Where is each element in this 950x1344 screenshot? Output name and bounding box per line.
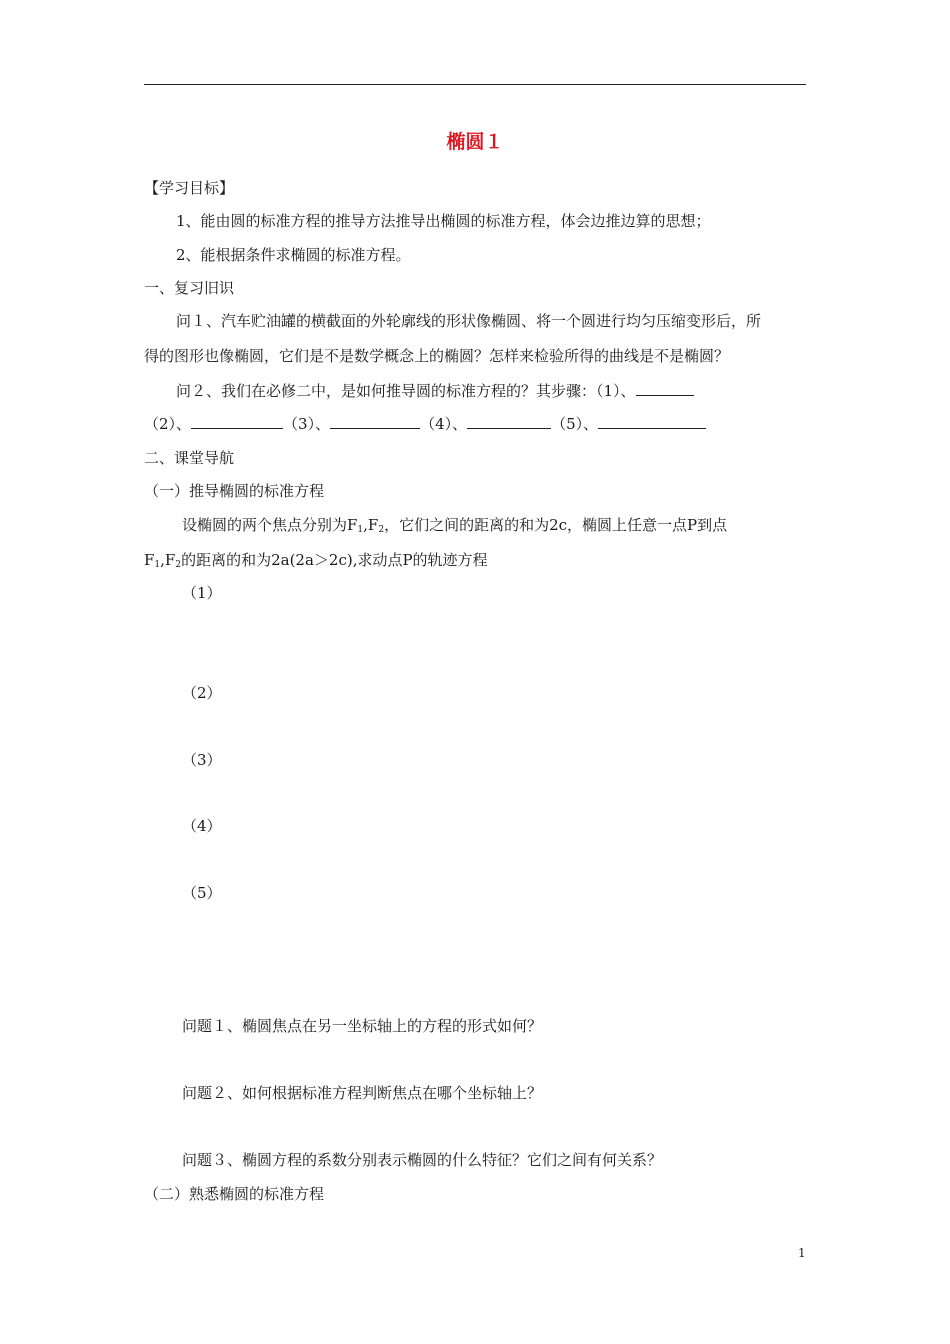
derivation-step-4: （4） [182, 817, 222, 835]
goals-heading: 【学习目标】 [144, 179, 235, 197]
problem-text: ,F [160, 551, 176, 569]
derivation-step-3: （3） [182, 751, 222, 769]
page-number: 1 [798, 1246, 806, 1260]
header-rule [144, 84, 806, 85]
problem-text: ，它们之间的距离的和为2c，椭圆上任意一点P到点 [384, 516, 728, 534]
problem-text: 设椭圆的两个焦点分别为F [182, 516, 358, 534]
question-2-line-2 [144, 413, 706, 434]
problem-line-2 [144, 550, 488, 575]
subscript: 1 [357, 525, 364, 535]
answer-blank-1[interactable] [636, 380, 694, 396]
subsection-2-heading: （二）熟悉椭圆的标准方程 [144, 1185, 325, 1203]
answer-blank-5[interactable] [598, 413, 706, 429]
subscript: 2 [378, 525, 385, 535]
question-1-line-2: 得的图形也像椭圆，它们是不是数学概念上的椭圆？怎样来检验所得的曲线是不是椭圆？ [144, 347, 730, 365]
subscript: 2 [175, 560, 182, 570]
derivation-step-5: （5） [182, 884, 222, 902]
answer-blank-4[interactable] [467, 413, 551, 429]
step-label-2: （2）、 [144, 415, 192, 433]
subsection-1-heading: （一）推导椭圆的标准方程 [144, 482, 325, 500]
section1-heading: 一、复习旧识 [144, 279, 235, 297]
goal-item-2: 2、能根据条件求椭圆的标准方程。 [176, 246, 411, 264]
subscript: 1 [154, 560, 161, 570]
step-label-4: （4）、 [420, 415, 468, 433]
answer-blank-2[interactable] [191, 413, 283, 429]
goal-item-1: 1、能由圆的标准方程的推导方法推导出椭圆的标准方程，体会边推边算的思想； [176, 212, 711, 230]
question-item-1: 问题１、椭圆焦点在另一坐标轴上的方程的形式如何？ [182, 1017, 543, 1035]
derivation-step-1: （1） [182, 584, 222, 602]
answer-blank-3[interactable] [330, 413, 420, 429]
problem-text: 的距离的和为2a(2a＞2c),求动点P的轨迹方程 [181, 551, 488, 569]
derivation-step-2: （2） [182, 684, 222, 702]
question-2-text: 问２、我们在必修二中，是如何推导圆的标准方程的？其步骤：（1）、 [176, 382, 636, 400]
problem-text: F [144, 551, 155, 569]
question-2-line-1 [176, 380, 694, 401]
question-1-line-1: 问１、汽车贮油罐的横截面的外轮廓线的形状像椭圆、将一个圆进行均匀压缩变形后，所 [176, 312, 762, 330]
question-item-2: 问题２、如何根据标准方程判断焦点在哪个坐标轴上？ [182, 1084, 543, 1102]
step-label-3: （3）、 [283, 415, 331, 433]
problem-line-1 [182, 515, 727, 540]
document-title: 椭圆１ [446, 131, 504, 153]
step-label-5: （5）、 [551, 415, 599, 433]
question-item-3: 问题３、椭圆方程的系数分别表示椭圆的什么特征？它们之间有何关系？ [182, 1151, 663, 1169]
section2-heading: 二、课堂导航 [144, 449, 235, 467]
problem-text: ,F [363, 516, 379, 534]
